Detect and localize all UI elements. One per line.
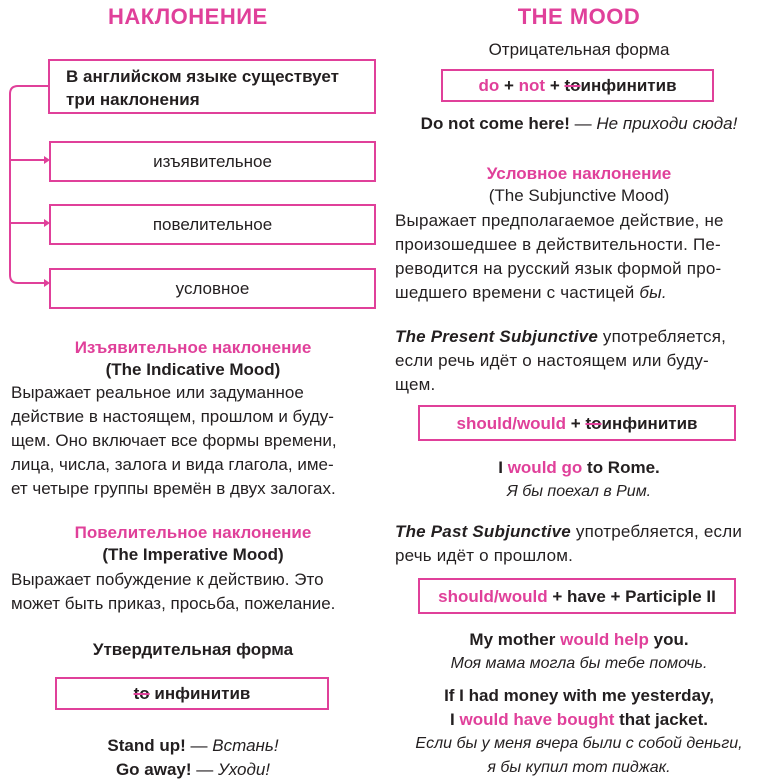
subjunctive-title: Условное наклонение xyxy=(486,164,672,183)
indicative-section xyxy=(0,338,386,380)
formula-should-would: should/would xyxy=(438,587,548,606)
text-line: шедшего времени с частицей бы. xyxy=(395,283,667,302)
subjunctive-section xyxy=(390,164,768,206)
text-line: ет четыре группы времён в двух залогах. xyxy=(11,479,336,498)
subjunctive-text xyxy=(395,209,765,305)
intro-box xyxy=(48,59,376,114)
intro-line-2: три наклонения xyxy=(66,90,200,109)
imperative-text xyxy=(11,568,381,616)
text-line: действие в настоящем, прошлом и буду- xyxy=(11,407,334,426)
formula-rest: + have + Participle II xyxy=(552,587,716,606)
right-heading: THE MOOD xyxy=(517,4,641,29)
example-dash: — xyxy=(574,114,592,133)
example-dash: — xyxy=(190,736,208,755)
intro-line-1: В английском языке существует xyxy=(66,67,339,86)
example-ru: Если бы у меня вчера были с собой деньги, xyxy=(415,735,743,752)
left-heading: НАКЛОНЕНИЕ xyxy=(108,4,268,29)
text-line: щем. Оно включает все формы времени, xyxy=(11,431,337,450)
subjunctive-subtitle: (The Subjunctive Mood) xyxy=(488,186,670,205)
example-ru: Уходи! xyxy=(218,760,271,779)
past-formula-box xyxy=(418,578,736,614)
example-ru: Не приходи сюда! xyxy=(596,114,738,133)
formula-to: to xyxy=(564,76,581,95)
indicative-title: Изъявительное наклонение xyxy=(74,338,312,357)
text-line: речь идёт о прошлом. xyxy=(395,546,574,565)
formula-plus: + xyxy=(549,76,560,95)
example-en: Stand up! xyxy=(107,736,186,755)
formula-infinitive: инфинитив xyxy=(154,684,251,703)
indicative-subtitle: (The Indicative Mood) xyxy=(105,360,281,379)
past-example-1: My mother would help you. Моя мама могла бы тебе помочь. xyxy=(390,628,768,676)
example-line xyxy=(0,758,386,782)
formula-to: to xyxy=(133,684,150,703)
highlight-verb: would go xyxy=(507,458,583,477)
particle-by: бы. xyxy=(639,283,667,302)
negative-example xyxy=(390,114,768,134)
text-line: реводится на русский язык формой про- xyxy=(395,259,722,278)
past-term: The Past Subjunctive xyxy=(395,522,571,541)
affirmative-formula-box xyxy=(55,677,329,710)
negative-title: Отрицательная форма xyxy=(488,40,670,59)
text-line: Выражает побуждение к действию. Это xyxy=(11,570,324,589)
text-line: если речь идёт о настоящем или буду- xyxy=(395,351,709,370)
indicative-text xyxy=(11,381,381,501)
present-term: The Present Subjunctive xyxy=(395,327,598,346)
example-ru: Я бы поехал в Рим. xyxy=(506,483,652,500)
imperative-title: Повелительное наклонение xyxy=(74,523,312,542)
text-line: лица, числа, залога и вида глагола, име- xyxy=(11,455,334,474)
past-subjunctive-text: The Past Subjunctive употребляется, если речь идёт о прошлом. xyxy=(395,520,765,568)
example-ru: Моя мама могла бы тебе помочь. xyxy=(450,655,708,672)
example-dash: — xyxy=(196,760,214,779)
text-line: щем. xyxy=(395,375,436,394)
mood-box-indicative: изъявительное xyxy=(49,141,376,182)
text-line: Выражает предполагаемое действие, не xyxy=(395,211,724,230)
example-ru: Встань! xyxy=(212,736,279,755)
mood-box-conditional: условное xyxy=(49,268,376,309)
example-line: If I had money with me yesterday, xyxy=(444,686,714,705)
formula-infinitive: инфинитив xyxy=(580,76,677,95)
formula-not: not xyxy=(518,76,546,95)
formula-do: do xyxy=(478,76,500,95)
formula-plus: + xyxy=(503,76,514,95)
imperative-subtitle: (The Imperative Mood) xyxy=(102,545,284,564)
example-line xyxy=(0,734,386,758)
formula-should-would: should/would xyxy=(456,414,567,433)
text-line: произошедшее в действительности. Пе- xyxy=(395,235,721,254)
example-en: Go away! xyxy=(115,760,192,779)
highlight-verb: would have bought xyxy=(459,710,615,729)
present-subjunctive-text: The Present Subjunctive употребляется, если речь идёт о настоящем или буду- щем. xyxy=(395,325,765,397)
negative-formula-box xyxy=(441,69,714,102)
affirmative-title: Утвердительная форма xyxy=(92,640,294,659)
text-line: может быть приказ, просьба, пожелание. xyxy=(11,594,336,613)
past-example-2: If I had money with me yesterday, I would have bought that jacket. Если бы у меня вчера были с собой деньги, я бы купил тот пиджак. xyxy=(390,684,768,780)
formula-plus: + xyxy=(570,414,581,433)
affirmative-examples xyxy=(0,734,386,782)
present-formula-box xyxy=(418,405,736,441)
present-example: I would go to Rome. Я бы поехал в Рим. xyxy=(390,456,768,504)
formula-infinitive: инфинитив xyxy=(601,414,698,433)
text-line: Выражает реальное или задуманное xyxy=(11,383,304,402)
imperative-section xyxy=(0,523,386,565)
formula-to: to xyxy=(585,414,602,433)
highlight-verb: would help xyxy=(560,630,649,649)
mood-box-imperative: повелительное xyxy=(49,204,376,245)
example-ru: я бы купил тот пиджак. xyxy=(487,759,671,776)
example-en: Do not come here! xyxy=(420,114,570,133)
